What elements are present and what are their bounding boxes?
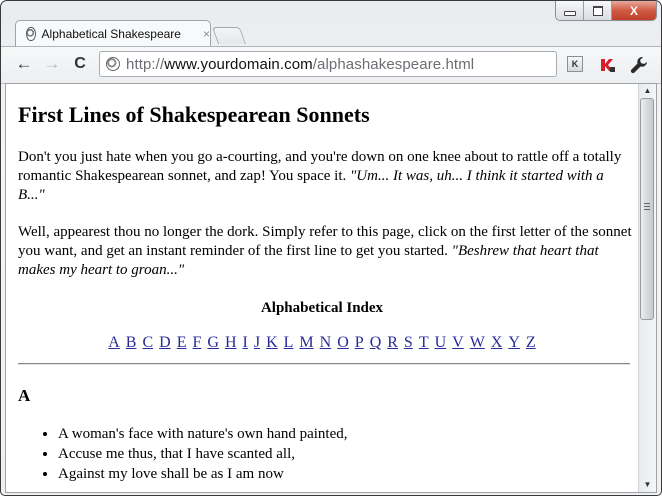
browser-toolbar — [1, 46, 661, 84]
page-info-icon[interactable] — [106, 57, 120, 71]
minimize-icon — [564, 11, 576, 16]
scroll-down-arrow-icon[interactable]: ▼ — [643, 480, 652, 489]
vertical-scrollbar[interactable] — [638, 84, 656, 492]
reload-icon: C — [74, 55, 86, 72]
k-extension-icon[interactable]: K — [567, 56, 583, 72]
index-link-v[interactable]: V — [452, 334, 464, 351]
index-link-e[interactable]: E — [176, 334, 187, 351]
alphabetical-index-links — [6, 334, 638, 352]
index-link-d[interactable]: D — [159, 334, 171, 351]
index-link-m[interactable]: M — [299, 334, 314, 351]
index-link-r[interactable]: R — [387, 334, 398, 351]
url-domain: www.yourdomain.com — [164, 55, 313, 73]
index-link-j[interactable]: J — [253, 334, 261, 351]
instructions-text: Well, appearest thou no longer the dork. Simply refer to this page, click on the first letter of the sonnet you want, and get an instant reminder of the first line to get you started. — [18, 224, 632, 259]
intro-quote: "Um... It was, uh... I think it started with a B..." — [18, 168, 604, 203]
index-title: Alphabetical Index — [260, 300, 384, 316]
arrow-right-icon: → — [43, 54, 61, 73]
instructions-paragraph — [18, 223, 634, 280]
window-controls — [555, 1, 657, 21]
sonnet-list-a — [18, 424, 348, 484]
index-link-t[interactable]: T — [418, 334, 429, 351]
url-path: /alphashakespeare.html — [312, 55, 475, 73]
page-title: First Lines of Shakespearean Sonnets — [18, 102, 370, 127]
tab-close-icon[interactable]: × — [202, 27, 210, 41]
globe-icon — [26, 27, 36, 41]
page-viewport — [5, 83, 657, 493]
index-link-b[interactable]: B — [125, 334, 137, 351]
intro-text: Don't you just hate when you go a-courting, and you're down on one knee about to rattle off a totally romantic Shakespearean sonnet, and zap! You space it. — [18, 149, 622, 184]
reload-button[interactable] — [69, 53, 91, 75]
index-link-h[interactable]: H — [224, 334, 237, 351]
new-tab-button[interactable] — [212, 27, 246, 44]
index-link-a[interactable]: A — [108, 334, 120, 351]
maximize-icon — [593, 6, 603, 16]
grip-icon — [644, 203, 650, 210]
index-link-y[interactable]: Y — [508, 334, 520, 351]
index-link-u[interactable]: U — [434, 334, 447, 351]
index-link-c[interactable]: C — [142, 334, 154, 351]
sonnet-first-line: • Against my love shall be as I am now — [58, 464, 348, 484]
index-link-l[interactable]: L — [283, 334, 294, 351]
wrench-icon[interactable] — [629, 55, 649, 75]
close-window-button[interactable] — [612, 1, 656, 20]
url-scheme: http:// — [126, 55, 165, 73]
intro-paragraph — [18, 148, 634, 205]
tab-alphabetical-shakespeare[interactable] — [15, 20, 211, 47]
index-link-k[interactable]: K — [266, 334, 278, 351]
sonnet-first-line: • A woman's face with nature's own hand painted, — [58, 424, 348, 444]
index-link-s[interactable]: S — [403, 334, 413, 351]
back-button[interactable] — [13, 53, 35, 75]
divider — [18, 363, 630, 365]
index-link-w[interactable]: W — [469, 334, 485, 351]
index-link-n[interactable]: N — [319, 334, 332, 351]
kaspersky-icon[interactable] — [599, 56, 617, 74]
index-link-g[interactable]: G — [207, 334, 219, 351]
scrollbar-thumb[interactable] — [640, 98, 654, 320]
maximize-button[interactable] — [584, 1, 612, 20]
sonnet-first-line: • Accuse me thus, that I have scanted all, — [58, 444, 348, 464]
forward-button[interactable] — [41, 53, 63, 75]
arrow-left-icon: ← — [15, 54, 33, 73]
page-content — [6, 84, 638, 493]
url-text — [126, 56, 474, 73]
index-link-f[interactable]: F — [192, 334, 202, 351]
tab-title: Alphabetical Shakespeare — [41, 27, 181, 41]
index-link-p[interactable]: P — [354, 334, 364, 351]
instructions-quote: "Beshrew that heart that makes my heart to groan..." — [18, 243, 599, 278]
index-link-o[interactable]: O — [337, 334, 349, 351]
section-heading-a: A — [18, 386, 31, 405]
address-bar[interactable] — [99, 51, 557, 77]
index-link-x[interactable]: X — [490, 334, 503, 351]
index-link-q[interactable]: Q — [369, 334, 382, 351]
minimize-button[interactable] — [556, 1, 584, 20]
index-link-i[interactable]: I — [242, 334, 248, 351]
close-icon: X — [629, 3, 638, 18]
scroll-up-arrow-icon[interactable]: ▲ — [643, 86, 652, 95]
index-link-z[interactable]: Z — [525, 334, 536, 351]
